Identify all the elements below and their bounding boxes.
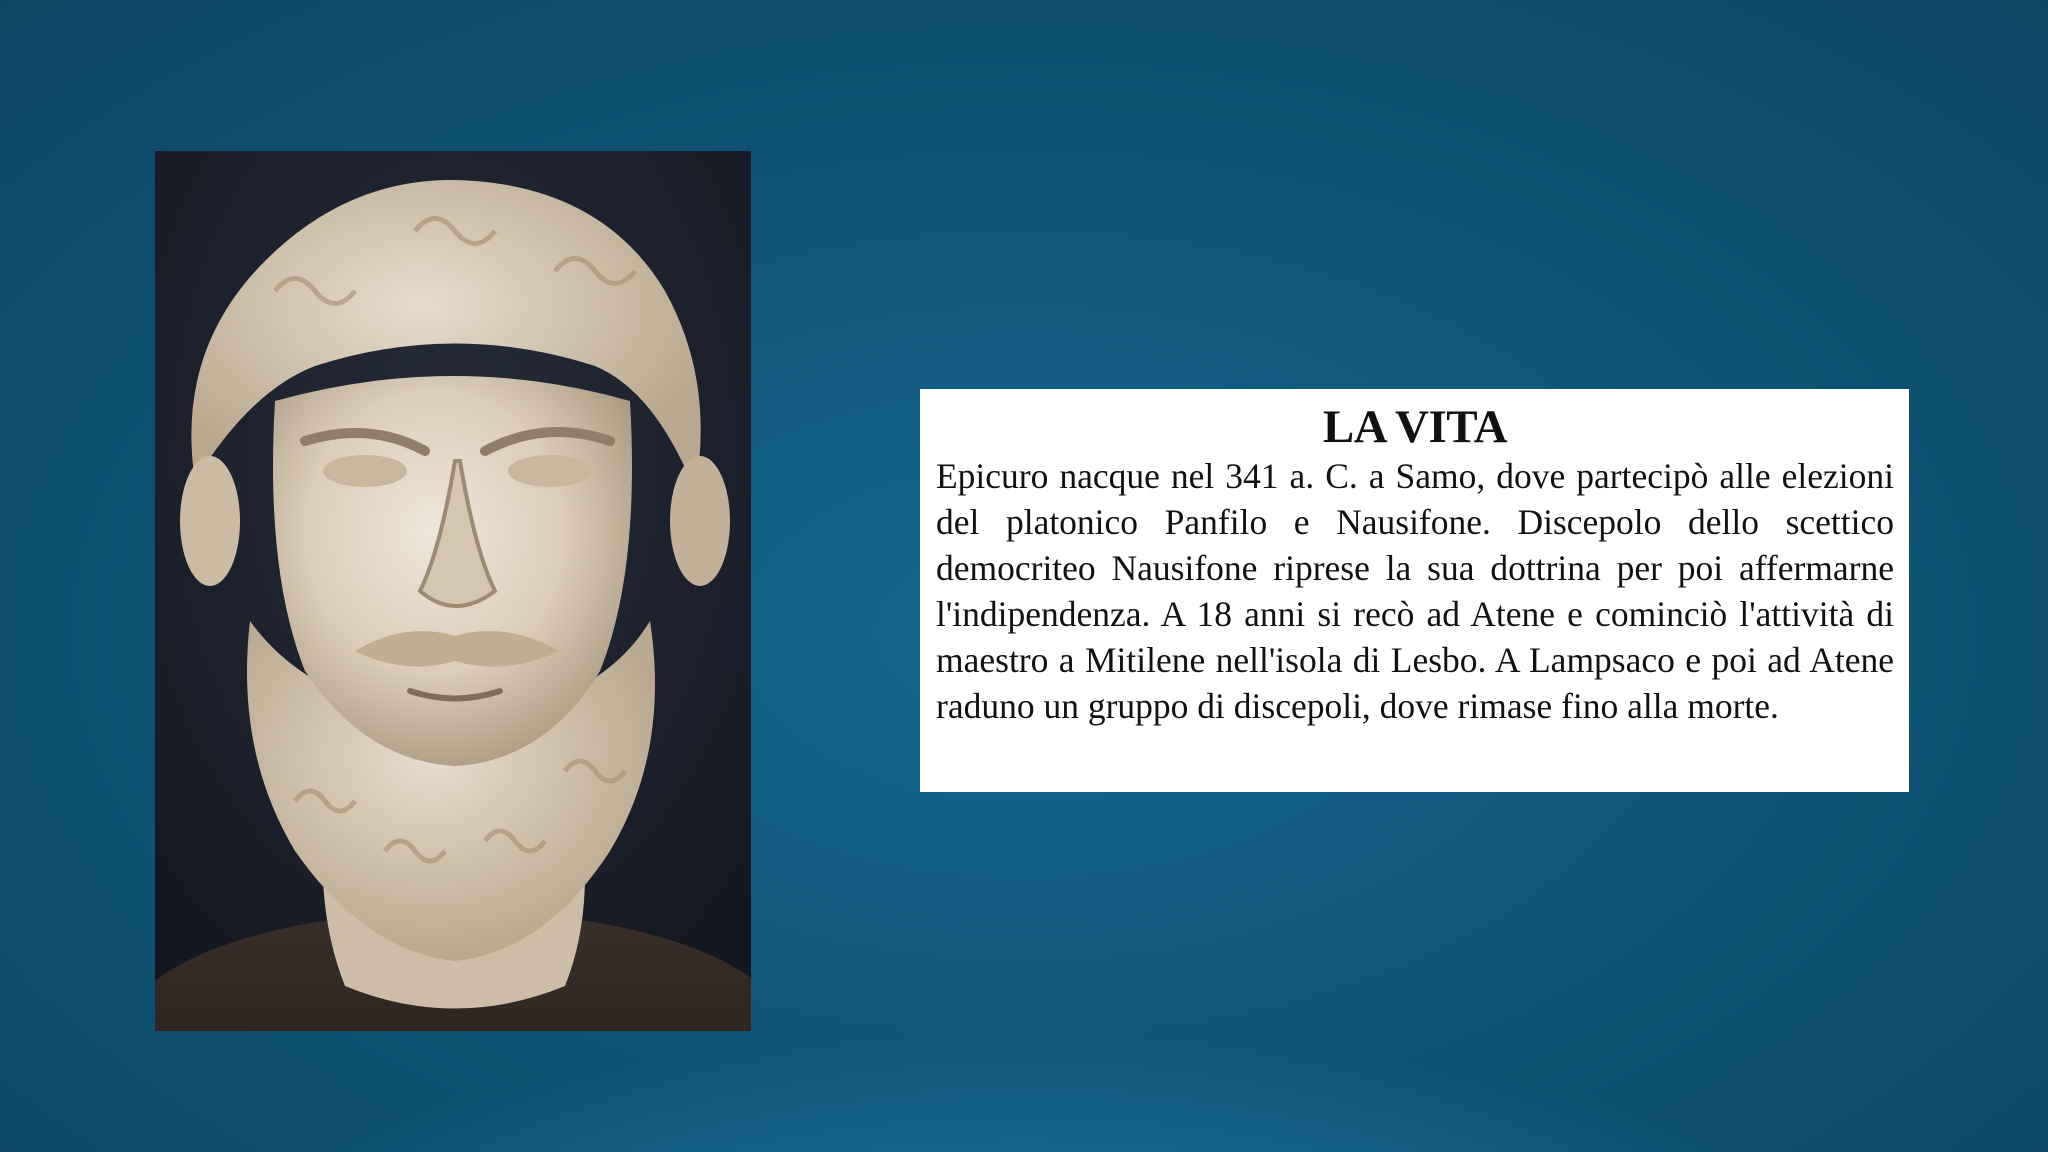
biography-paragraph: Epicuro nacque nel 341 a. C. a Samo, dove partecipò alle elezioni del platonico Panfilo e Nausifone. Discepolo dello scettico democriteo Nausifone riprese la sua dottrina per poi affermarne l'indipendenza. A 18 anni si recò ad Atene e cominciò l'attività di maestro a Mitilene nell'isola di Lesbo. A Lampsaco e poi ad Atene raduno un gruppo di discepoli, dove rimase fino alla morte. [936, 456, 1894, 726]
section-title: LA VITA [1322, 401, 1508, 453]
left-eye-shape [323, 455, 407, 487]
biography-text-box [920, 389, 1909, 792]
bust-photo [155, 151, 751, 1031]
right-eye-shape [508, 455, 592, 487]
left-ear-shape [180, 456, 240, 586]
marble-bust-image [155, 151, 751, 1031]
right-ear-shape [670, 456, 730, 586]
